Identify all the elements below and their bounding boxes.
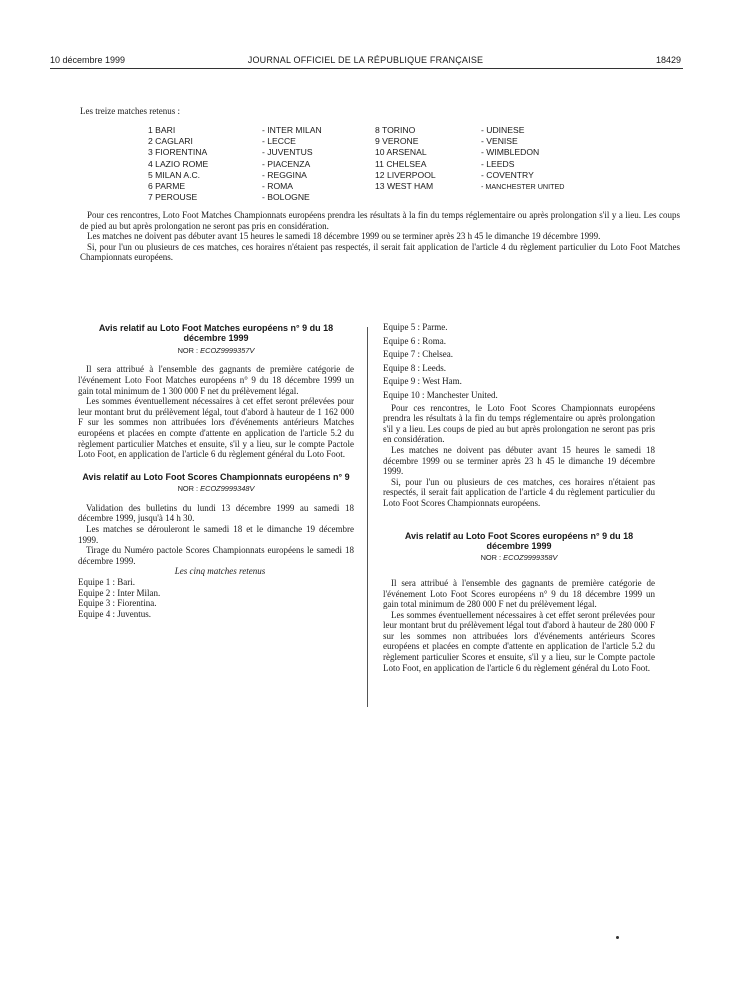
matches-intro: Les treize matches retenus : xyxy=(80,106,180,116)
match-away: - LECCE xyxy=(262,136,296,147)
page-header xyxy=(50,55,681,69)
paragraph: Si, pour l'un ou plusieurs de ces matches, ces horaires n'étaient pas respectés, il serait fait application de l'article 4 du règlement particulier du Loto Foot Matches Championnats européens. xyxy=(80,241,680,263)
match-away: - COVENTRY xyxy=(481,169,534,180)
avis2-subheading: Les cinq matches retenus xyxy=(174,566,266,577)
match-away: - JUVENTUS xyxy=(262,147,313,158)
match-row: 4 LAZIO ROME xyxy=(148,158,209,169)
avis1-nor: NOR : ECOZ9999357V xyxy=(177,345,255,355)
equipe-item: Equipe 3 : Fiorentina. xyxy=(78,598,157,609)
avis1-title: Avis relatif au Loto Foot Matches européens n° 9 du 18 décembre 1999 xyxy=(98,323,334,344)
paragraph: Les sommes éventuellement nécessaires à cet effet seront prélevées pour leur montant brut du prélèvement légal tout d'abord à hauteur de 280 000 F sur les sommes non attribuées lors d'événements antérieurs Scores européens et placées en compte d'attente en application de l'article 5.2 du règlement particulier Scores et ensuite, s'il y a lieu, sur le Compte pactole Loto Foot, en application de l'article 6 du règlement général du Loto Foot. xyxy=(383,609,655,673)
paragraph: Les matches ne doivent pas débuter avant 15 heures le samedi 18 décembre 1999 ou se terminer après 23 h 45 le dimanche 19 décembre 1999. xyxy=(383,444,655,477)
paragraph: Pour ces rencontres, le Loto Foot Scores Championnats européens prendra les résultats à la fin du temps réglementaire ou après prolongation s'il y a lieu. Les coups de pied au but après prolongation ne seront pas pris en considération. xyxy=(383,402,655,445)
equipe-item: Equipe 7 : Chelsea. xyxy=(383,349,453,360)
match-away: - UDINESE xyxy=(481,125,525,135)
ink-dot xyxy=(616,936,619,939)
header-date: 10 décembre 1999 xyxy=(50,55,126,65)
paragraph: Il sera attribué à l'ensemble des gagnants de première catégorie de l'événement Loto Foot Scores européens n° 9 du 18 décembre 1999 un gain total minimum de 280 000 F net du prélèvement légal. xyxy=(383,577,655,610)
top-paragraphs xyxy=(80,210,680,263)
paragraph: Pour ces rencontres, Loto Foot Matches Championnats européens prendra les résultats à la fin du temps réglementaire ou après prolongation s'il y a lieu. Les coups de pied au but après prolongation ne seront pas pris en considération. xyxy=(80,210,680,231)
match-row: 11 CHELSEA xyxy=(375,158,427,169)
avis2-nor: NOR : ECOZ9999348V xyxy=(177,484,255,494)
paragraph: Les matches se dérouleront le samedi 18 et le dimanche 19 décembre 1999. xyxy=(78,523,354,545)
equipe-item: Equipe 6 : Roma. xyxy=(383,335,446,346)
paragraph: Les sommes éventuellement nécessaires à cet effet seront prélevées pour leur montant brut du prélèvement légal, tout d'abord à hauteur de 1 162 000 F sur les sommes non attribuées lors d'événements antérieurs Matches européens et placées en compte d'attente en application de l'article 5.2 du règlement particulier Matches et ensuite, s'il y a lieu, sur le compte Pactole Loto Foot, en application de l'article 6 du règlement général du Loto Foot. xyxy=(78,396,354,460)
matches-right-numbers-home xyxy=(375,125,436,192)
avis3-title: Avis relatif au Loto Foot Scores européens n° 9 du 18 décembre 1999 xyxy=(404,530,634,551)
matches-left-numbers-home xyxy=(148,125,208,203)
match-away: - BOLOGNE xyxy=(262,192,310,203)
header-rule xyxy=(50,68,683,69)
match-away: - REGGINA xyxy=(262,169,307,180)
match-away: - ROMA xyxy=(262,181,294,192)
equipe-item: Equipe 8 : Leeds. xyxy=(383,362,446,373)
matches-right-away xyxy=(481,125,564,192)
matches-left-away xyxy=(262,125,322,203)
equipe-item: Equipe 10 : Manchester United. xyxy=(383,389,498,400)
paragraph: Les matches ne doivent pas débuter avant 15 heures le samedi 18 décembre 1999 ou se terminer après 23 h 45 le dimanche 19 décembre 1999. xyxy=(87,231,601,242)
match-away: - PIACENZA xyxy=(262,158,311,169)
match-row: 1 BARI xyxy=(148,125,176,135)
equipe-item: Equipe 1 : Bari. xyxy=(78,576,135,587)
equipe-item: Equipe 4 : Juventus. xyxy=(78,608,151,619)
left-column xyxy=(78,323,354,619)
match-row: 5 MILAN A.C. xyxy=(148,169,201,180)
match-row: 6 PARME xyxy=(148,181,186,192)
header-page-number: 18429 xyxy=(655,55,681,65)
column-divider xyxy=(367,327,368,707)
match-away: - MANCHESTER UNITED xyxy=(481,182,565,192)
avis2-title: Avis relatif au Loto Foot Scores Championnats européens n° 9 xyxy=(82,471,350,482)
avis3-nor: NOR : ECOZ9999358V xyxy=(480,553,558,563)
match-away: - LEEDS xyxy=(481,158,515,169)
paragraph: Tirage du Numéro pactole Scores Championnats européens le samedi 18 décembre 1999. xyxy=(78,545,354,566)
match-row: 8 TORINO xyxy=(375,125,416,135)
match-row: 12 LIVERPOOL xyxy=(375,169,436,180)
equipe-item: Equipe 2 : Inter Milan. xyxy=(78,587,161,598)
right-column xyxy=(383,322,655,673)
paragraph: Validation des bulletins du lundi 13 décembre 1999 au samedi 18 décembre 1999, jusqu'à 14 h 30. xyxy=(78,502,354,524)
match-row: 9 VERONE xyxy=(375,136,419,147)
header-journal-title: JOURNAL OFFICIEL DE LA RÉPUBLIQUE FRANÇAISE xyxy=(247,55,484,65)
match-away: - WIMBLEDON xyxy=(481,147,540,158)
match-away: - INTER MILAN xyxy=(262,125,322,135)
match-row: 3 FIORENTINA xyxy=(148,147,208,158)
equipe-item: Equipe 5 : Parme. xyxy=(383,322,448,332)
match-row: 13 WEST HAM xyxy=(375,181,434,192)
match-row: 10 ARSENAL xyxy=(375,147,427,158)
paragraph: Si, pour l'un ou plusieurs de ces matches, ces horaires n'étaient pas respectés, il serait fait application de l'article 4 du règlement particulier du Loto Foot Scores Championnats européens. xyxy=(383,476,655,508)
paragraph: Il sera attribué à l'ensemble des gagnants de première catégorie de l'événement Loto Foot Matches européens n° 9 du 18 décembre 1999 un gain total minimum de 1 300 000 F net du prélèvement légal. xyxy=(78,364,354,396)
equipe-item: Equipe 9 : West Ham. xyxy=(383,376,462,387)
match-row: 7 PEROUSE xyxy=(148,192,198,203)
match-row: 2 CAGLARI xyxy=(148,136,193,147)
match-away: - VENISE xyxy=(481,136,518,147)
